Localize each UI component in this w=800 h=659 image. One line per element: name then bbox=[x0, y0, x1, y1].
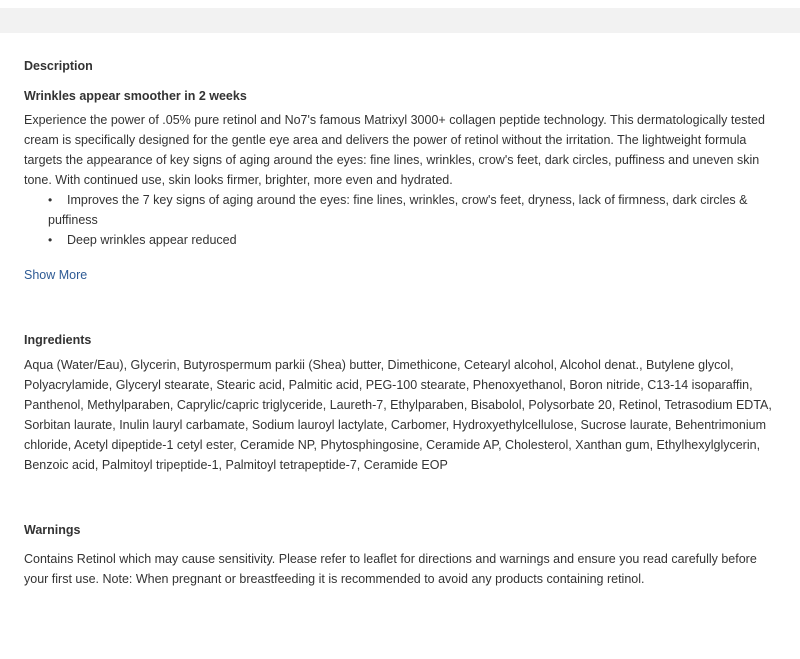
bullet-dot-icon: • bbox=[48, 233, 53, 247]
ingredients-title: Ingredients bbox=[24, 333, 92, 347]
ingredients-section bbox=[24, 330, 776, 475]
ingredients-text: Aqua (Water/Eau), Glycerin, Butyrospermum parkii (Shea) butter, Dimethicone, Cetearyl alcohol, Alcohol denat., Butylene glycol, Polyacrylamide, Glyceryl stearate, Stearic acid, Palmitic acid, PEG-100 stearate, Phenoxyethanol, Boron nitride, C13-14 isoparaffin, Panthenol, Methylparaben, Caprylic/capric triglyceride, Laureth-7, Ethylparaben, Bisabolol, Polysorbate 20, Retinol, Tetrasodium EDTA, Sorbitan laurate, Inulin lauryl carbamate, Sodium lauroyl lactylate, Carbomer, Hydroxyethylcellulose, Sucrose laurate, Behentrimonium chloride, Acetyl dipeptide-1 cetyl ester, Ceramide NP, Phytosphingosine, Ceramide AP, Cholesterol, Xanthan gum, Ethylhexylglycerin, Benzoic acid, Palmitoyl tripeptide-1, Palmitoyl tetrapeptide-7, Ceramide EOP bbox=[24, 358, 772, 472]
warnings-section bbox=[24, 520, 776, 589]
bullet-dot-icon: • bbox=[48, 193, 53, 207]
description-title: Description bbox=[24, 59, 93, 73]
description-subheading: Wrinkles appear smoother in 2 weeks bbox=[24, 89, 247, 103]
description-paragraph: Experience the power of .05% pure retinol and No7's famous Matrixyl 3000+ collagen peptide technology. This dermatologically tested cream is specifically designed for the gentle eye area and delivers the power of retinol without the irritation. The lightweight formula targets the appearance of key signs of aging around the eyes: fine lines, wrinkles, crow's feet, dark circles, puffiness and uneven skin tone. With continued use, skin looks firmer, brighter, more even and hydrated. bbox=[24, 113, 765, 187]
warnings-title: Warnings bbox=[24, 523, 81, 537]
bullet-text: Deep wrinkles appear reduced bbox=[67, 233, 237, 247]
bullet-text: Improves the 7 key signs of aging around the eyes: fine lines, wrinkles, crow's feet, dryness, lack of firmness, dark circles & bbox=[67, 193, 748, 207]
product-details bbox=[24, 56, 776, 589]
bullet-item bbox=[48, 190, 776, 230]
top-band bbox=[0, 8, 800, 33]
description-section bbox=[24, 56, 776, 285]
description-bullets bbox=[24, 190, 776, 250]
show-more-link[interactable]: Show More bbox=[24, 268, 88, 282]
bullet-item bbox=[48, 230, 776, 250]
bullet-text-continued: puffiness bbox=[48, 213, 98, 227]
warnings-text: Contains Retinol which may cause sensitivity. Please refer to leaflet for directions and warnings and ensure you read carefully before your first use. Note: When pregnant or breastfeeding it is recommended to avoid any products containing retinol. bbox=[24, 552, 757, 586]
